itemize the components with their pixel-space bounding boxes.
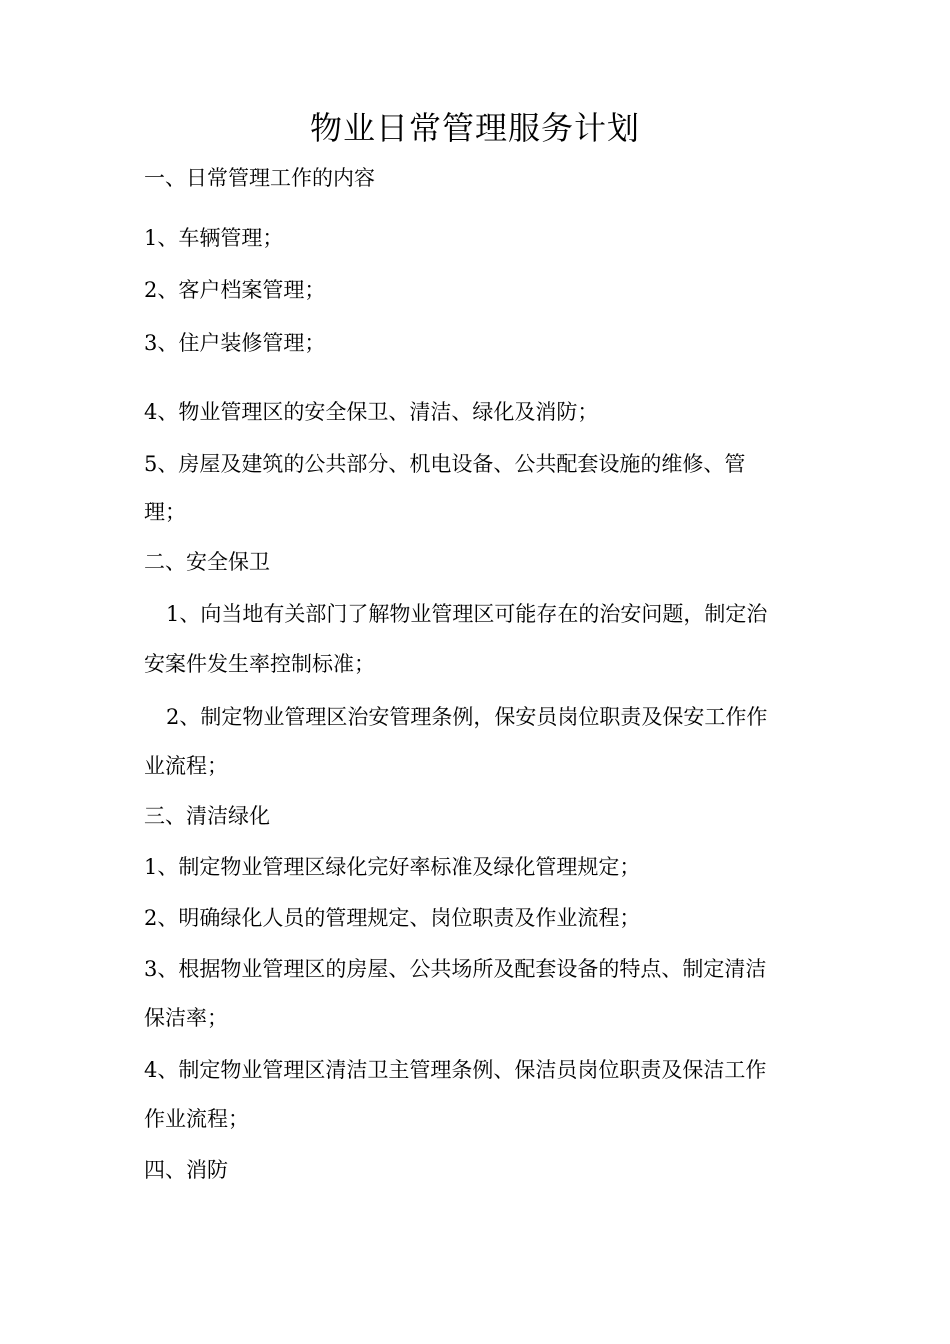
list-item: 4、制定物业管理区清洁卫主管理条例、保洁员岗位职责及保洁工作 bbox=[144, 1058, 767, 1082]
list-item: 2、客户档案管理； bbox=[144, 278, 326, 302]
list-item-continuation: 理； bbox=[144, 500, 186, 524]
list-item-continuation: 作业流程； bbox=[144, 1107, 249, 1131]
document-title: 物业日常管理服务计划 bbox=[309, 109, 640, 147]
list-item: 3、住户装修管理； bbox=[144, 331, 326, 355]
section-heading-security: 二、安全保卫 bbox=[144, 550, 270, 574]
section-heading-fire-protection: 四、消防 bbox=[144, 1158, 228, 1182]
list-item-continuation: 安案件发生率控制标准； bbox=[144, 652, 375, 676]
list-item-continuation: 业流程； bbox=[144, 754, 228, 778]
list-item: 5、房屋及建筑的公共部分、机电设备、公共配套设施的维修、管 bbox=[144, 452, 746, 476]
section-heading-daily-management: 一、日常管理工作的内容 bbox=[144, 166, 375, 190]
list-item-continuation: 保洁率； bbox=[144, 1006, 228, 1030]
list-item: 1、制定物业管理区绿化完好率标准及绿化管理规定； bbox=[144, 855, 641, 879]
list-item: 4、物业管理区的安全保卫、清洁、绿化及消防； bbox=[144, 400, 599, 424]
section-heading-cleaning-greening: 三、清洁绿化 bbox=[144, 804, 270, 828]
list-item: 2、明确绿化人员的管理规定、岗位职责及作业流程； bbox=[144, 906, 641, 930]
list-item: 3、根据物业管理区的房屋、公共场所及配套设备的特点、制定清洁 bbox=[144, 957, 767, 981]
list-item: 1、车辆管理； bbox=[144, 226, 284, 250]
list-item: 2、制定物业管理区治安管理条例，保安员岗位职责及保安工作作 bbox=[166, 705, 768, 729]
list-item: 1、向当地有关部门了解物业管理区可能存在的治安问题，制定治 bbox=[166, 602, 768, 626]
